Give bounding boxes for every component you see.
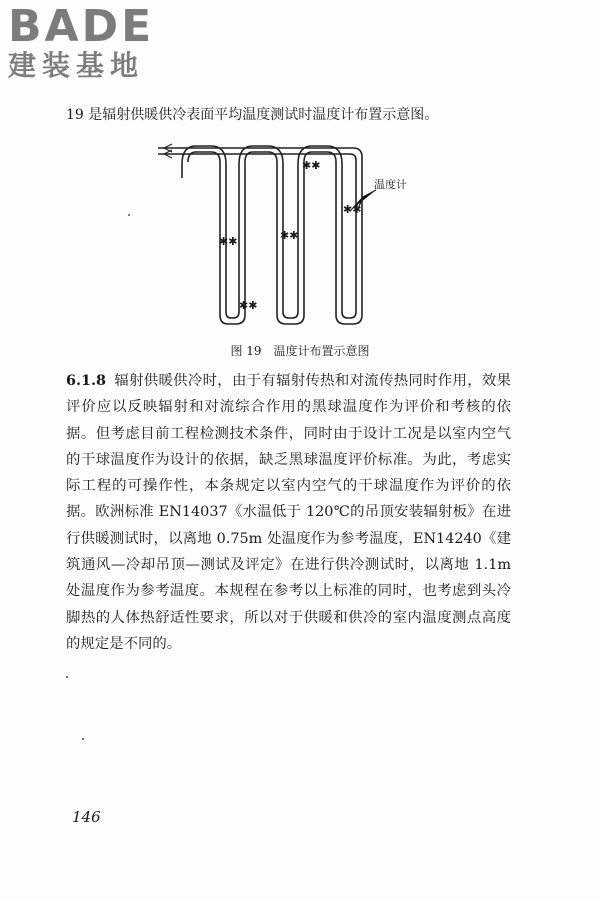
serpentine-pipe-inner bbox=[158, 146, 356, 318]
watermark-subtitle: 建装基地 bbox=[8, 49, 145, 82]
thermometer-marker: ✱✱ bbox=[343, 203, 362, 216]
intro-text: 19 是辐射供暖供冷表面平均温度测试时温度计布置示意图。 bbox=[66, 107, 439, 123]
thermometer-marker: ✱✱ bbox=[280, 229, 299, 242]
clause-text: 辐射供暖供冷时，由于有辐射传热和对流传热同时作用，效果评价应以反映辐射和对流综合作用的黑球温度作为评价和考核的依据。但考虑目前工程检测技术条件，同时由于设计工况是以室内空气的干球温度作为设计的依据，缺乏黑球温度评价标准。为此，考虑实际工程的可操作性，本条规定以室内空气的干球温度作为评价的依据。欧洲标准 EN14037《水温低于 120℃的吊顶安装辐射板》在进行供暖测试时，以离地 0.75m 处温度作为参考温度，EN14240《建筑通风—冷却吊顶—测试及评定》在进行供冷测试时，以离地 1.1m 处温度作为参考温度。本规程在参考以上标准的同时，也考虑到头冷脚热的人体热舒适性要求，所以对于供暖和供冷的室内温度测点高度的规定是不同的。 bbox=[66, 373, 511, 652]
thermometer-label: 温度计 bbox=[374, 178, 407, 191]
figure-caption: 图 19 温度计布置示意图 bbox=[230, 344, 370, 358]
thermometer-marker: ✱✱ bbox=[302, 159, 321, 172]
scan-speck bbox=[82, 738, 84, 740]
watermark-logo bbox=[8, 1, 155, 82]
thermometer-marker: ✱✱ bbox=[219, 235, 238, 248]
scan-speck bbox=[66, 676, 68, 678]
watermark-brand: BADE bbox=[8, 1, 155, 52]
thermometer-marker: ✱✱ bbox=[239, 299, 258, 312]
thermometer-layout-diagram bbox=[150, 138, 410, 338]
clause-paragraph bbox=[66, 368, 511, 657]
clause-number: 6.1.8 bbox=[66, 372, 107, 389]
scan-speck bbox=[128, 214, 130, 216]
page-number: 146 bbox=[72, 808, 101, 826]
serpentine-pipe-outer bbox=[158, 148, 362, 324]
